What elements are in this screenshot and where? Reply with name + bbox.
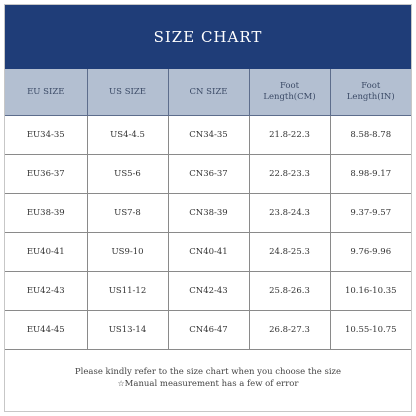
table-row — [5, 311, 411, 350]
cell-eu-size: EU40-41 — [5, 233, 87, 272]
cell-eu-size: EU38-39 — [5, 194, 87, 233]
cell-foot-length-cm: 25.8-26.3 — [249, 272, 330, 311]
column-header-line2: Length(IN) — [346, 92, 395, 102]
column-header-line1: US SIZE — [109, 86, 146, 97]
cell-foot-length-in: 9.76-9.96 — [330, 233, 411, 272]
column-header-eu-size — [5, 69, 87, 116]
cell-us-size: US11-12 — [87, 272, 168, 311]
cell-foot-length-cm: 23.8-24.3 — [249, 194, 330, 233]
column-header-us-size — [87, 69, 168, 116]
note-measurement-text: Manual measurement has a few of error — [124, 379, 299, 389]
table-row — [5, 155, 411, 194]
column-header-foot-length-in — [330, 69, 411, 116]
column-header-line2: Length(CM) — [263, 92, 316, 102]
note-line-measurement — [5, 378, 411, 390]
column-header-line1: Foot — [279, 81, 300, 91]
size-table-header-row — [5, 69, 411, 116]
column-header-foot-length-cm — [249, 69, 330, 116]
cell-eu-size: EU34-35 — [5, 116, 87, 155]
cell-foot-length-cm: 24.8-25.3 — [249, 233, 330, 272]
star-icon: ☆ — [117, 379, 125, 388]
size-chart-sheet — [4, 4, 412, 412]
note-line-refer: Please kindly refer to the size chart when you choose the size — [74, 367, 342, 377]
column-header-line1: CN SIZE — [189, 86, 228, 97]
cell-foot-length-cm: 22.8-23.3 — [249, 155, 330, 194]
cell-us-size: US13-14 — [87, 311, 168, 350]
cell-cn-size: CN34-35 — [168, 116, 249, 155]
cell-us-size: US7-8 — [87, 194, 168, 233]
cell-foot-length-in: 10.55-10.75 — [330, 311, 411, 350]
table-row — [5, 194, 411, 233]
cell-us-size: US9-10 — [87, 233, 168, 272]
size-chart-header — [5, 5, 411, 69]
cell-eu-size: EU42-43 — [5, 272, 87, 311]
size-chart-note — [5, 350, 411, 390]
cell-us-size: US5-6 — [87, 155, 168, 194]
size-chart-title: SIZE CHART — [153, 28, 263, 46]
cell-foot-length-cm: 26.8-27.3 — [249, 311, 330, 350]
table-row — [5, 116, 411, 155]
cell-eu-size: EU36-37 — [5, 155, 87, 194]
table-row — [5, 272, 411, 311]
table-row — [5, 233, 411, 272]
cell-cn-size: CN40-41 — [168, 233, 249, 272]
cell-eu-size: EU44-45 — [5, 311, 87, 350]
cell-us-size: US4-4.5 — [87, 116, 168, 155]
cell-foot-length-cm: 21.8-22.3 — [249, 116, 330, 155]
column-header-cn-size — [168, 69, 249, 116]
cell-foot-length-in: 8.98-9.17 — [330, 155, 411, 194]
cell-foot-length-in: 9.37-9.57 — [330, 194, 411, 233]
cell-cn-size: CN46-47 — [168, 311, 249, 350]
size-table — [5, 69, 411, 350]
cell-cn-size: CN38-39 — [168, 194, 249, 233]
cell-foot-length-in: 8.58-8.78 — [330, 116, 411, 155]
cell-cn-size: CN36-37 — [168, 155, 249, 194]
cell-foot-length-in: 10.16-10.35 — [330, 272, 411, 311]
cell-cn-size: CN42-43 — [168, 272, 249, 311]
column-header-line1: EU SIZE — [27, 86, 65, 97]
column-header-line1: Foot — [361, 81, 381, 91]
